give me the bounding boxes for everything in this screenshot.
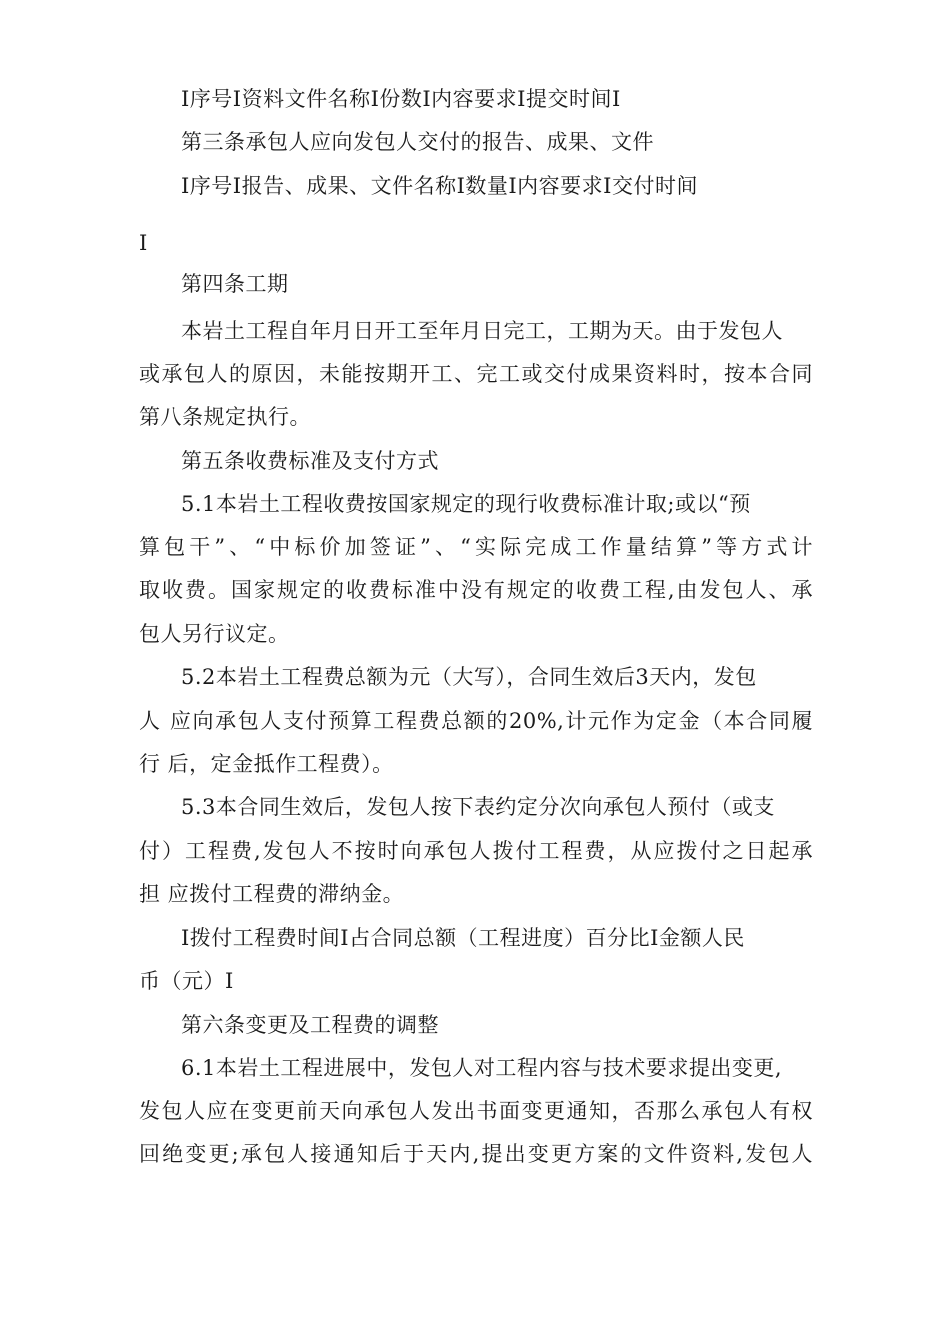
clause-6-1-line-3: 回绝变更;承包人接通知后于天内,提出变更方案的文件资料,发包人 xyxy=(139,1142,813,1166)
clause-5-1-line-2: 算包干”、“中标价加签证”、“实际完成工作量结算”等方式计 xyxy=(139,535,813,559)
clause-5-3-line-1: 5.3本合同生效后，发包人按下表约定分次向承包人预付（或支 xyxy=(181,795,775,819)
article-4-heading: 第四条工期 xyxy=(181,272,289,296)
table-header-payment: I拨付工程费时间I占合同总额（工程进度）百分比I金额人民 xyxy=(181,926,745,950)
clause-5-1-line-1: 5.1本岩土工程收费按国家规定的现行收费标准计取;或以“预 xyxy=(181,492,751,516)
article-5-heading: 第五条收费标准及支付方式 xyxy=(181,449,439,473)
article-3-heading: 第三条承包人应向发包人交付的报告、成果、文件 xyxy=(181,130,654,154)
article-4-paragraph-line-3: 第八条规定执行。 xyxy=(139,405,311,429)
article-6-heading: 第六条变更及工程费的调整 xyxy=(181,1013,439,1037)
table-header-deliverables: I序号I报告、成果、文件名称I数量I内容要求I交付时间 xyxy=(181,174,698,198)
clause-5-3-line-3: 担 应拨付工程费的滞纳金。 xyxy=(139,882,405,906)
table-header-payment-end: 币（元）I xyxy=(139,969,234,993)
clause-5-2-line-3: 行 后，定金抵作工程费）。 xyxy=(139,752,394,776)
table-header-materials: I序号I资料文件名称I份数I内容要求I提交时间I xyxy=(181,87,621,111)
clause-5-2-line-2: 人 应向承包人支付预算工程费总额的20%,计元作为定金（本合同履 xyxy=(139,709,813,733)
clause-6-1-line-2: 发包人应在变更前天向承包人发出书面变更通知，否那么承包人有权 xyxy=(139,1099,813,1123)
clause-5-1-line-3: 取收费。国家规定的收费标准中没有规定的收费工程,由发包人、承 xyxy=(139,578,813,602)
table-header-deliverables-end: I xyxy=(139,231,148,255)
article-4-paragraph-line-2: 或承包人的原因，未能按期开工、完工或交付成果资料时，按本合同 xyxy=(139,362,813,386)
clause-5-3-line-2: 付）工程费,发包人不按时向承包人拨付工程费，从应拨付之日起承 xyxy=(139,839,813,863)
article-4-paragraph-line-1: 本岩土工程自年月日开工至年月日完工，工期为天。由于发包人 xyxy=(181,319,783,343)
clause-5-1-line-4: 包人另行议定。 xyxy=(139,622,290,646)
clause-5-2-line-1: 5.2本岩土工程费总额为元（大写），合同生效后3天内，发包 xyxy=(181,665,757,689)
clause-6-1-line-1: 6.1本岩土工程进展中，发包人对工程内容与技术要求提出变更, xyxy=(181,1056,783,1080)
